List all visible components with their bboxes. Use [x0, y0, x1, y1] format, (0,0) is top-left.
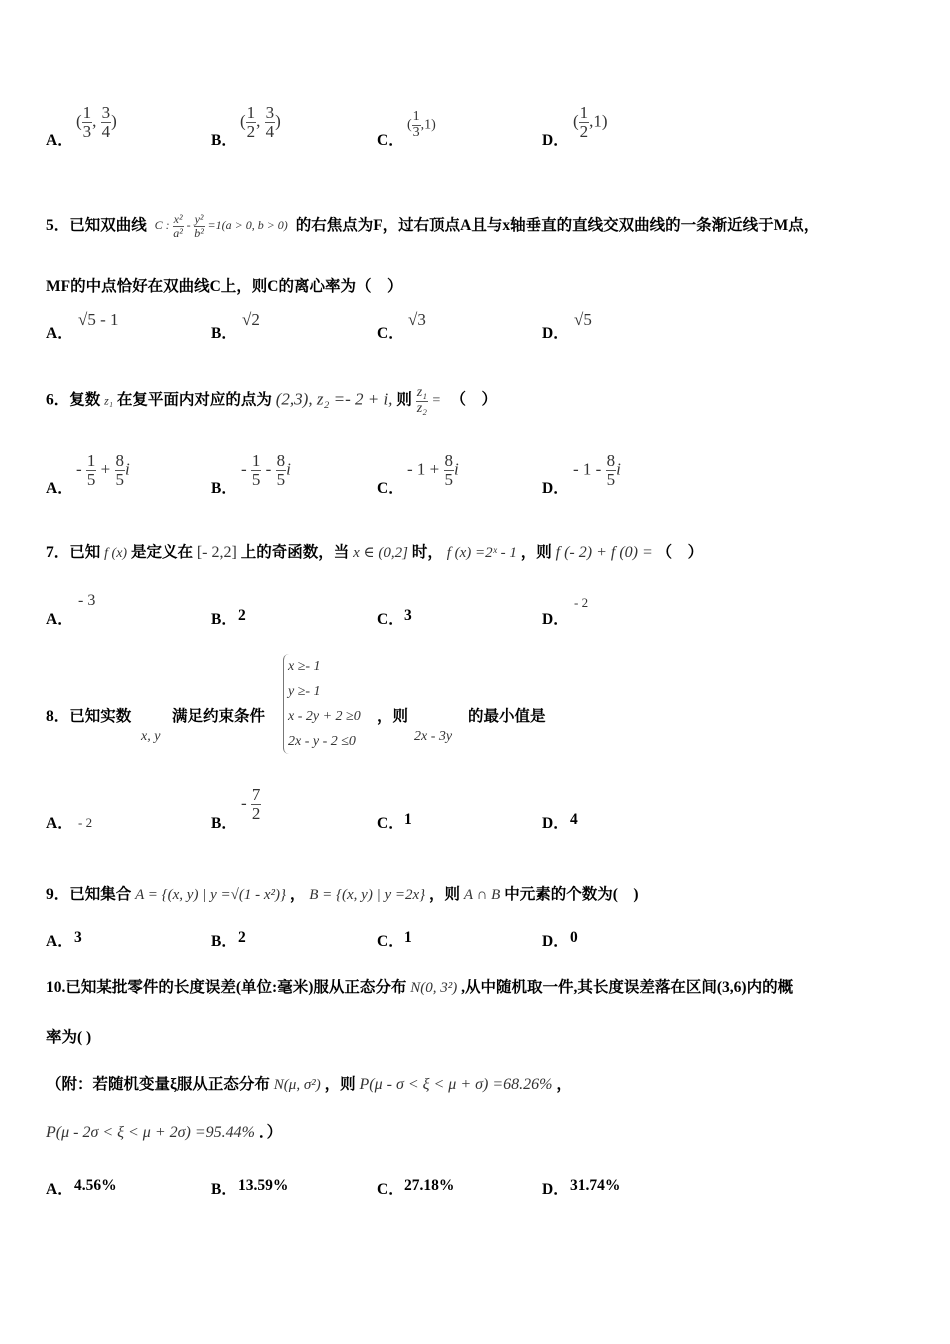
q5-prefix: 5．已知双曲线 [46, 217, 147, 234]
q7-stem [46, 540, 703, 562]
q7-option-d-letter: D． [542, 611, 569, 628]
q7-when: 时， [411, 544, 443, 561]
q4-option-a-letter: A． [46, 132, 73, 149]
q5-option-c-letter: C． [377, 325, 404, 342]
q7-prefix: 7．已知 [46, 544, 101, 561]
q10-note-line1 [46, 1072, 572, 1094]
q5-option-b-value: √2 [242, 310, 260, 329]
q7-option-a-letter: A． [46, 611, 73, 628]
q10-option-c-letter: C． [377, 1181, 404, 1198]
q9-ask: 中元素的个数为( ) [504, 886, 639, 903]
q6-option-d-letter: D． [542, 480, 569, 497]
q7-option-c-value: 3 [404, 607, 412, 624]
q6-option-a-letter: A． [46, 480, 73, 497]
q10-option-a-value: 4.56% [74, 1177, 117, 1194]
q9-stem [46, 882, 639, 904]
q6-mid: 在复平面内对应的点为 [116, 391, 272, 409]
q8-constraint-3: x - 2y + 2 ≥0 [288, 709, 361, 724]
q10-rest: ,从中随机取一件,其长度误差落在区间(3,6)内的概 [461, 979, 794, 996]
q7-option-b-letter: B． [211, 611, 237, 628]
q5-stem-line2: MF的中点恰好在双曲线C上，则C的离心率为（ ） [46, 278, 403, 295]
q6-blank: （ ） [450, 391, 497, 409]
q9-option-c-letter: C． [377, 933, 404, 950]
q8-target: 2x - 3y [414, 729, 453, 744]
q7-ask: f (- 2) + f (0) = [555, 544, 653, 561]
q4-option-b-letter: B． [211, 132, 237, 149]
q7-then: ，则 [520, 544, 552, 561]
q8-prefix: 8．已知实数 [46, 708, 132, 725]
q6-option-a-value: - $\frac{1}{5}$ + $\frac{8}{5}$ i [76, 451, 130, 489]
q10-option-b-letter: B． [211, 1181, 237, 1198]
q5-formula: C : $\frac{\text{x²}}{\text{a²}}$ - $\frac{\text{y²}}{\text{b²}}$ =1(a > 0, b > 0) [154, 212, 288, 240]
q10-note-p1: P(μ - σ < ξ < μ + σ) =68.26% [359, 1076, 553, 1093]
q7-option-c-letter: C． [377, 611, 404, 628]
q8-constraint-1: x ≥- 1 [288, 659, 321, 674]
q9-set-b: B = {(x, y) | y =2x} [309, 887, 426, 903]
q10-option-a-letter: A． [46, 1181, 73, 1198]
q5-line1-rest: 的右焦点为F，过右顶点A且与x轴垂直的直线交双曲线的一条渐近线于M点， [295, 217, 820, 234]
q8-cond: 满足约束条件 [172, 708, 266, 725]
q8-then: ，则 [377, 708, 409, 725]
q6-option-c-value: - 1 + $\frac{8}{5}$ i [407, 451, 459, 489]
q6-ratio: $\frac{\text{z₁}}{\text{z₂}}$ = [416, 385, 445, 416]
q8-option-d-value: 4 [570, 811, 578, 828]
q8-vars: x, y [141, 729, 161, 744]
q5-option-a-letter: A． [46, 325, 73, 342]
q7-option-d-value: - 2 [574, 595, 589, 610]
q9-prefix: 9．已知集合 [46, 886, 132, 903]
q7-domain: x ∈ (0,2] [353, 545, 408, 561]
q8-option-b-letter: B． [211, 815, 237, 832]
q10-option-d-value: 31.74% [570, 1177, 621, 1194]
q9-then: ，则 [429, 886, 461, 903]
q9-option-a-letter: A． [46, 933, 73, 950]
q10-stem-line1 [46, 975, 793, 997]
q6-point: (2,3), z₂ =- 2 + i, [275, 389, 393, 409]
q4-option-a-value: ( $\frac{1}{3}$ , $\frac{3}{4}$ ) [76, 103, 117, 141]
q6-option-b-value: - $\frac{1}{5}$ - $\frac{8}{5}$ i [241, 451, 291, 489]
q10-note-end: ．） [258, 1124, 283, 1141]
q9-option-b-value: 2 [238, 929, 246, 946]
q8-option-c-letter: C． [377, 815, 404, 832]
q4-option-d-value: ( $\frac{1}{2}$ ,1) [573, 103, 608, 141]
q6-then: 则 [396, 391, 412, 409]
q9-comma: ， [289, 886, 306, 903]
q5-stem-line1 [46, 213, 819, 240]
q10-dist: N(0, 3²) [410, 980, 458, 996]
q5-option-b-letter: B． [211, 325, 237, 342]
q10-prefix: 10.已知某批零件的长度误差(单位:毫米)服从正态分布 [46, 979, 407, 996]
q9-option-a-value: 3 [74, 929, 82, 946]
q8-ask: 的最小值是 [468, 708, 546, 725]
q5-option-a-value: √5 - 1 [78, 310, 119, 329]
q6-option-c-letter: C． [377, 480, 404, 497]
q5-option-d-value: √5 [574, 310, 592, 329]
q8-option-a-value: - 2 [78, 815, 93, 830]
q8-option-b-value: - $\frac{7}{2}$ [241, 785, 261, 823]
q10-option-d-letter: D． [542, 1181, 569, 1198]
q8-option-c-value: 1 [404, 811, 412, 828]
q9-option-d-letter: D． [542, 933, 569, 950]
q4-option-c-letter: C． [377, 132, 404, 149]
q4-option-c-value: ( $\frac{1}{3}$ ,1) [407, 109, 436, 140]
q7-fx: f (x) [104, 546, 128, 561]
q4-option-b-value: ( $\frac{1}{2}$ , $\frac{3}{4}$ ) [240, 103, 281, 141]
q6-option-d-value: - 1 - $\frac{8}{5}$ i [573, 451, 621, 489]
q7-option-b-value: 2 [238, 607, 246, 624]
q6-stem [46, 386, 497, 416]
q7-blank: （ ） [656, 544, 704, 561]
q6-z1: z₁ [104, 393, 113, 408]
q8-option-a-letter: A． [46, 815, 73, 832]
q9-option-c-value: 1 [404, 929, 412, 946]
q9-option-b-letter: B． [211, 933, 237, 950]
q6-option-b-letter: B． [211, 480, 237, 497]
q9-intersection: A ∩ B [463, 887, 501, 903]
q7-odd: 上的奇函数，当 [240, 544, 350, 561]
q5-option-c-value: √3 [408, 310, 426, 329]
q10-note-p2: P(μ - 2σ < ξ < μ + 2σ) =95.44% [46, 1124, 255, 1141]
q4-option-d-letter: D． [542, 132, 569, 149]
q7-option-a-value: - 3 [78, 592, 96, 609]
q8-constraint-2: y ≥- 1 [288, 684, 321, 699]
q9-set-a: A = {(x, y) | y =√(1 - x²)} [135, 887, 286, 903]
q8-constraint-4: 2x - y - 2 ≤0 [288, 734, 356, 749]
q9-option-d-value: 0 [570, 929, 578, 946]
q6-prefix: 6．复数 [46, 391, 101, 409]
q7-interval: [- 2,2] [196, 544, 237, 561]
q7-def: 是定义在 [130, 544, 193, 561]
q10-note-dist: N(μ, σ²) [273, 1077, 321, 1093]
q7-rule: f (x) =2ˣ - 1 [446, 545, 517, 561]
q10-note-then: ，则 [324, 1076, 356, 1093]
q10-option-c-value: 27.18% [404, 1177, 455, 1194]
q10-note-comma: ， [556, 1076, 572, 1093]
q8-constraint-system [283, 654, 361, 754]
q10-stem-line2: 率为( ) [46, 1029, 92, 1046]
q5-option-d-letter: D． [542, 325, 569, 342]
q10-option-b-value: 13.59% [238, 1177, 289, 1194]
q8-option-d-letter: D． [542, 815, 569, 832]
q10-note-prefix: （附：若随机变量ξ服从正态分布 [46, 1076, 270, 1093]
q10-note-line2 [46, 1120, 282, 1142]
